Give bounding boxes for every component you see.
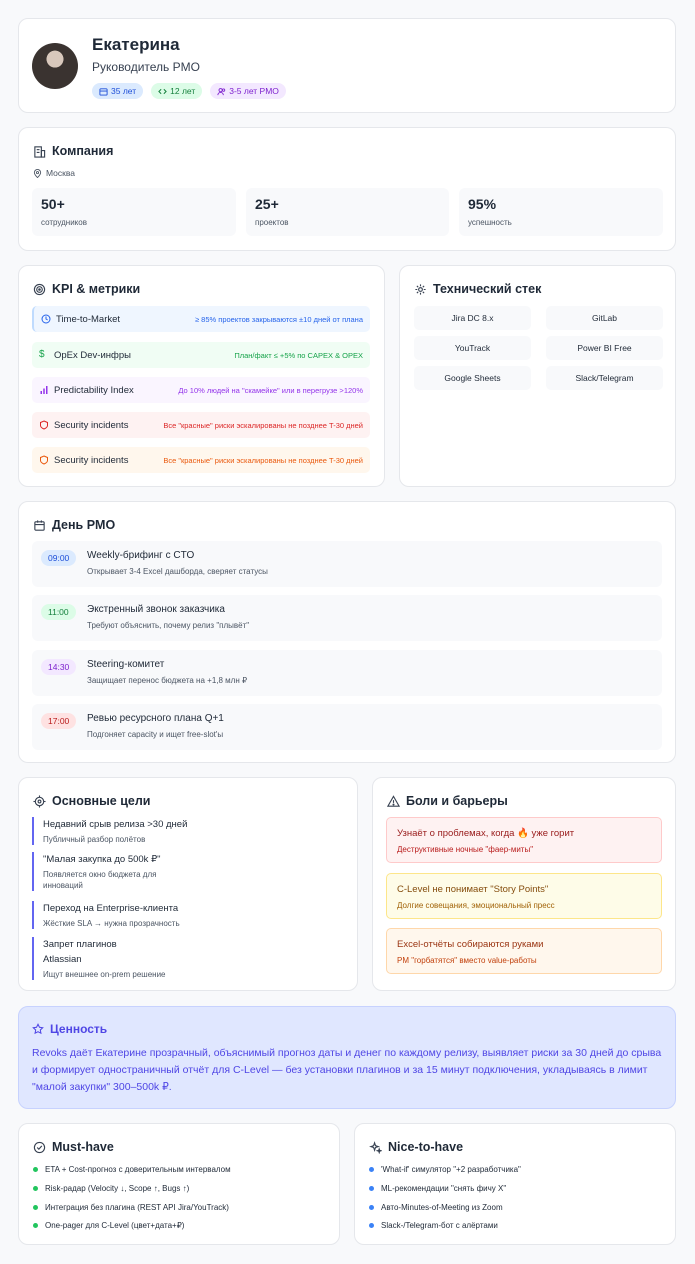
stack-chip: Jira DC 8.x <box>414 306 531 330</box>
experience-badge <box>151 83 202 99</box>
kpi-name: Security incidents <box>54 419 129 431</box>
kpi-name: Time-to-Market <box>56 313 121 325</box>
kpi-desc: ≥ 85% проектов закрываются ±10 дней от плана <box>194 314 363 324</box>
kpi-item-predictability <box>32 377 370 403</box>
list-item-label: Интеграция без плагина (REST API Jira/YouTrack) <box>45 1203 229 1212</box>
profile-role: Руководитель PMO <box>92 60 200 74</box>
slot-time: 09:00 <box>41 550 76 566</box>
list-item <box>369 1184 506 1193</box>
slot-desc: Подгоняет capacity и ищет free-slot'ы <box>87 730 224 739</box>
stack-chip: YouTrack <box>414 336 531 360</box>
list-item-label: One-pager для C-Level (цвет+дата+₽) <box>45 1221 185 1230</box>
pains-title <box>387 794 508 808</box>
must-have-card <box>18 1123 340 1245</box>
slot-desc: Защищает перенос бюджета на +1,8 млн ₽ <box>87 676 248 685</box>
star-icon <box>32 1023 44 1035</box>
pain-desc: PM "горбатятся" вместо value-работы <box>397 956 537 965</box>
warning-icon <box>387 795 400 808</box>
slot-time: 17:00 <box>41 713 76 729</box>
goal-desc: Публичный разбор полётов <box>43 835 146 844</box>
list-item <box>33 1221 184 1230</box>
slot-desc: Открывает 3-4 Excel дашборда, сверяет статусы <box>87 567 268 576</box>
slot-title: Ревью ресурсного плана Q+1 <box>87 713 224 724</box>
company-title-label: Компания <box>52 144 114 158</box>
age-badge-label: 35 лет <box>111 86 137 96</box>
value-card <box>18 1006 676 1109</box>
list-item-label: ETA + Cost-прогноз с доверительным интервалом <box>45 1165 231 1174</box>
company-title <box>33 144 113 158</box>
list-item-label: Risk-радар (Velocity ↓, Scope ↑, Bugs ↑) <box>45 1184 190 1193</box>
slot-time: 11:00 <box>41 604 76 620</box>
list-item <box>369 1221 498 1230</box>
pain-desc: Долгие совещания, эмоциональный пресс <box>397 901 555 910</box>
avatar <box>32 43 78 89</box>
goals-title <box>33 794 150 808</box>
crosshair-icon <box>33 795 46 808</box>
slot-time: 14:30 <box>41 659 76 675</box>
schedule-slot <box>32 650 662 696</box>
profile-name: Екатерина <box>92 35 180 54</box>
target-icon <box>33 283 46 296</box>
goal-title: Недавний срыв релиза >30 дней <box>43 819 188 830</box>
profile-card <box>18 18 676 113</box>
stack-chip: Power BI Free <box>546 336 663 360</box>
kpi-desc: Все "красные" риски эскалированы не позднее T-30 дней <box>163 455 363 465</box>
must-have-title-label: Must-have <box>52 1140 114 1154</box>
goal-item <box>32 852 332 891</box>
list-item-label: Slack-/Telegram-бот с алёртами <box>381 1221 498 1230</box>
goal-item <box>32 817 332 845</box>
bullet-dot <box>369 1186 374 1191</box>
stat-projects <box>246 188 449 236</box>
list-item-label: Авто-Minutes-of-Meeting из Zoom <box>381 1203 503 1212</box>
bullet-dot <box>369 1205 374 1210</box>
kpi-title <box>33 282 140 296</box>
kpi-item-opex <box>32 342 370 368</box>
schedule-slot <box>32 704 662 750</box>
code-icon <box>158 87 167 96</box>
list-item <box>369 1165 521 1174</box>
gear-icon <box>414 283 427 296</box>
company-location <box>33 168 75 178</box>
list-item <box>33 1184 189 1193</box>
schedule-slot <box>32 595 662 641</box>
stack-card <box>399 265 676 487</box>
stack-chip: Google Sheets <box>414 366 531 390</box>
pmo-badge-label: 3-5 лет PMO <box>229 86 279 96</box>
day-title <box>33 518 115 532</box>
list-item <box>33 1203 229 1212</box>
pain-title: Excel-отчёты собираются руками <box>397 939 544 950</box>
kpi-name: Predictability Index <box>54 384 134 396</box>
goal-desc: Ищут внешнее on-prem решение <box>43 970 166 979</box>
pains-title-label: Боли и барьеры <box>406 794 508 808</box>
kpi-item-security-2 <box>32 447 370 473</box>
day-title-label: День PMO <box>52 518 116 532</box>
sparkles-icon <box>369 1141 382 1154</box>
nice-to-have-card <box>354 1123 676 1245</box>
nice-to-have-title-label: Nice-to-have <box>388 1140 464 1154</box>
calendar-icon <box>99 87 108 96</box>
kpi-desc: До 10% людей на "скамейке" или в перегрузе >120% <box>178 385 363 395</box>
profile-badges <box>92 83 286 99</box>
dollar-icon: $ <box>39 349 45 360</box>
value-title-label: Ценность <box>50 1022 108 1036</box>
experience-badge-label: 12 лет <box>170 86 196 96</box>
bullet-dot <box>33 1205 38 1210</box>
bullet-dot <box>33 1167 38 1172</box>
goal-item <box>32 901 332 929</box>
age-badge <box>92 83 143 99</box>
nice-to-have-title <box>369 1140 463 1154</box>
stack-chip: GitLab <box>546 306 663 330</box>
bar-chart-icon <box>39 385 49 395</box>
kpi-title-label: KPI & метрики <box>52 282 141 296</box>
pains-card <box>372 777 676 991</box>
goal-title: Запрет плагинов Atlassian <box>43 939 117 965</box>
slot-title: Экстренный звонок заказчика <box>87 604 225 615</box>
kpi-name: OpEx Dev-инфры <box>54 349 131 361</box>
clock-icon <box>41 314 51 324</box>
bullet-dot <box>33 1186 38 1191</box>
shield-icon <box>39 420 49 430</box>
pain-title: C-Level не понимает "Story Points" <box>397 884 549 895</box>
map-pin-icon <box>33 169 42 178</box>
pain-item <box>386 928 662 974</box>
stat-employees <box>32 188 236 236</box>
company-location-label: Москва <box>46 168 76 178</box>
list-item-label: 'What-if' симулятор "+2 разработчика" <box>381 1165 521 1174</box>
stat-label: сотрудников <box>41 218 87 227</box>
goal-desc: Появляется окно бюджета для инноваций <box>43 870 157 890</box>
slot-desc: Требуют объяснить, почему релиз "плывёт" <box>87 621 250 630</box>
check-circle-icon <box>33 1141 46 1154</box>
must-have-title <box>33 1140 114 1154</box>
goal-title: Переход на Enterprise-клиента <box>43 903 179 914</box>
stat-label: проектов <box>255 218 289 227</box>
goals-title-label: Основные цели <box>52 794 151 808</box>
list-item-label: ML-рекомендации "снять фичу X" <box>381 1184 507 1193</box>
goals-card <box>18 777 358 991</box>
pain-title: Узнаёт о проблемах, когда 🔥 уже горит <box>397 828 575 839</box>
list-item <box>369 1203 503 1212</box>
slot-title: Weekly-брифинг с CTO <box>87 550 195 561</box>
users-icon <box>217 87 226 96</box>
slot-title: Steering-комитет <box>87 659 165 670</box>
stat-label: успешность <box>468 218 512 227</box>
calendar-icon <box>33 519 46 532</box>
shield-icon <box>39 455 49 465</box>
day-card <box>18 501 676 763</box>
kpi-name: Security incidents <box>54 454 129 466</box>
stat-value: 25+ <box>255 196 279 212</box>
stat-value: 95% <box>468 196 497 212</box>
goal-desc: Жёсткие SLA → нужна прозрачность <box>43 919 180 928</box>
goal-title: "Малая закупка до 500k ₽" <box>43 854 161 865</box>
pain-desc: Деструктивные ночные "фаер-миты" <box>397 845 534 854</box>
list-item <box>33 1165 231 1174</box>
stack-title <box>414 282 541 296</box>
pain-item <box>386 817 662 863</box>
goal-item <box>32 937 332 980</box>
stack-chip: Slack/Telegram <box>546 366 663 390</box>
value-text: Revoks даёт Екатерине прозрачный, объяснимый прогноз даты и денег по каждому релизу, выявляет риски за 30 дней до срыва и формирует одностраничный отчёт для C-Level — без установки плагинов и за 15 минут подключения, укладываясь в лимит "малой закупки" 300–500k ₽. <box>32 1047 662 1093</box>
pmo-badge <box>210 83 286 99</box>
bullet-dot <box>369 1223 374 1228</box>
kpi-desc: Все "красные" риски эскалированы не позднее T-30 дней <box>163 420 363 430</box>
kpi-desc: План/факт ≤ +5% по CAPEX & OPEX <box>234 350 363 360</box>
stat-value: 50+ <box>41 196 65 212</box>
bullet-dot <box>369 1167 374 1172</box>
company-card <box>18 127 676 251</box>
pain-item <box>386 873 662 919</box>
kpi-item-time-to-market <box>32 306 370 332</box>
kpi-item-security <box>32 412 370 438</box>
building-icon <box>33 145 46 158</box>
stat-success <box>459 188 663 236</box>
kpi-card <box>18 265 385 487</box>
schedule-slot <box>32 541 662 587</box>
stack-title-label: Технический стек <box>433 282 542 296</box>
value-title <box>32 1022 107 1036</box>
bullet-dot <box>33 1223 38 1228</box>
